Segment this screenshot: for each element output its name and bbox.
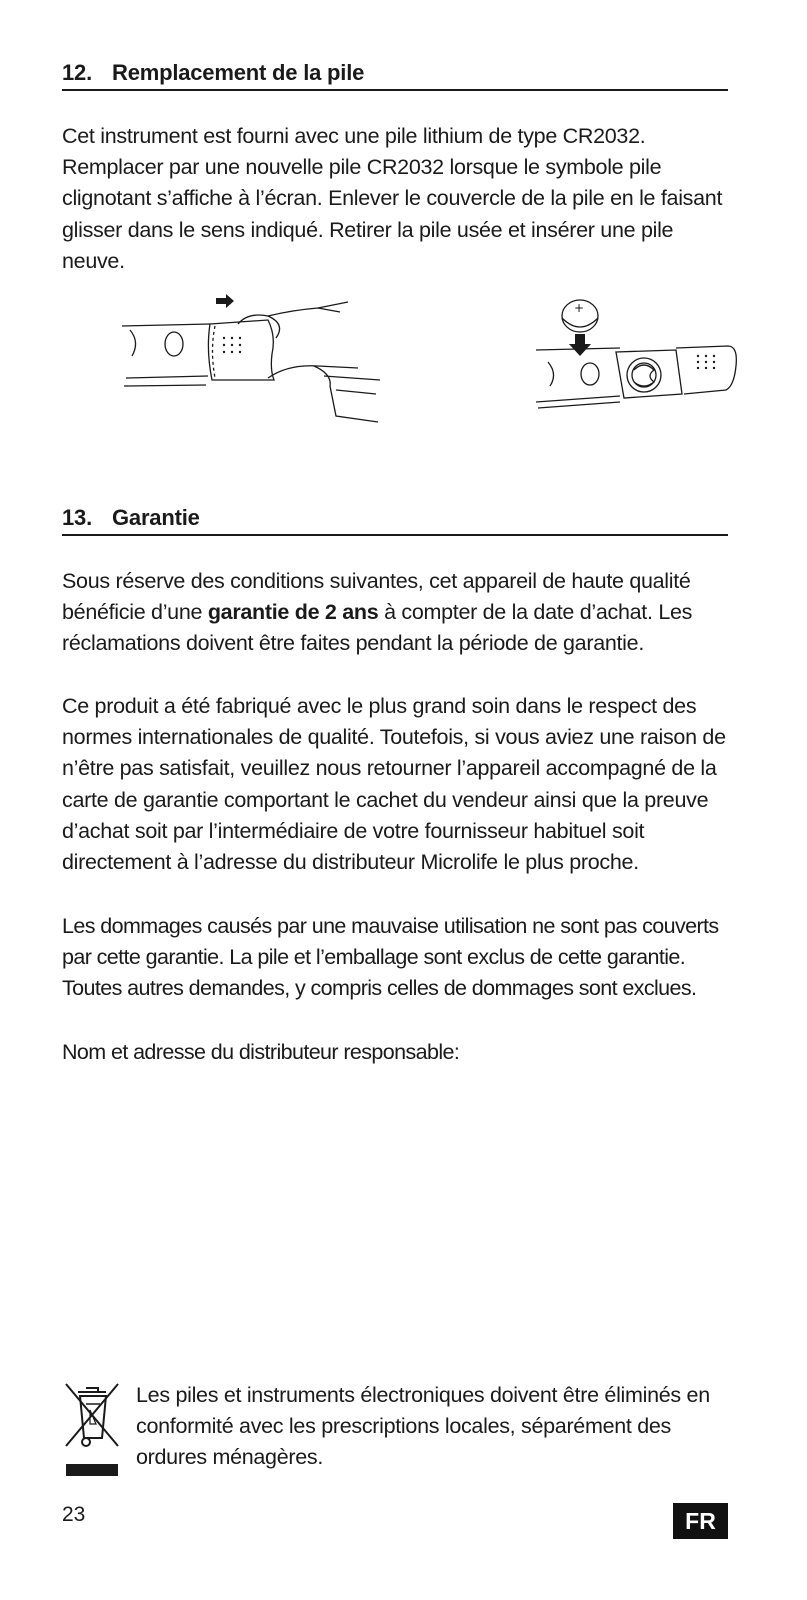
distributor-label: Nom et adresse du distributeur responsable:	[62, 1040, 460, 1064]
section-title-text: Garantie	[112, 505, 200, 530]
manual-page	[62, 0, 728, 1600]
section-title-text: Remplacement de la pile	[112, 60, 365, 85]
warranty-duration-emphasis: garantie de 2 ans	[207, 600, 379, 625]
section-title-battery	[62, 60, 728, 91]
arrow-right-icon	[216, 294, 234, 308]
arrow-down-icon	[569, 334, 591, 356]
battery-cover-slide-illustration	[118, 290, 388, 430]
section-number: 12.	[62, 60, 92, 85]
battery-plus-sign: +	[574, 301, 585, 315]
warranty-text: Sous réserve des conditions suivantes, cet appareil de haute qualité bénéficie d’une	[62, 569, 691, 625]
language-badge: FR	[673, 1503, 728, 1539]
warranty-paragraph-2: Ce produit a été fabriqué avec le plus grand soin dans le respect des normes internationales de qualité. Toutefois, si vous aviez une raison de n’être pas satisfait, veuillez nous retourner l’appareil accompagné de la carte de garantie comportant le cachet du vendeur ainsi que la preuve d’achat soit par l’intermédiaire de votre fournisseur habituel soit directement à l’adresse du distributeur Microlife le plus proche.	[62, 694, 726, 875]
warranty-paragraph-1	[62, 566, 728, 660]
crossed-out-wheelie-bin-icon	[62, 1380, 122, 1480]
warranty-paragraph-3: Les dommages causés par une mauvaise utilisation ne sont pas couverts par cette garantie. La pile et l’emballage sont exclus de cette garantie. Toutes autres demandes, y compris celles de dommages sont exclues.	[62, 914, 719, 1001]
section-number: 13.	[62, 505, 92, 530]
disposal-notice: Les piles et instruments électroniques doivent être éliminés en conformité avec les prescriptions locales, séparément des ordures ménagères.	[136, 1383, 710, 1470]
battery-paragraph: Cet instrument est fourni avec une pile lithium de type CR2032. Remplacer par une nouvelle pile CR2032 lorsque le symbole pile clignotant s’affiche à l’écran. Enlever le couvercle de la pile en le faisant glisser dans le sens indiqué. Retirer la pile usée et insérer une pile neuve.	[62, 124, 723, 273]
warranty-text: à compter de la date d’achat. Les réclamations doivent être faites pendant la période de garantie.	[62, 600, 693, 656]
section-title-warranty	[62, 505, 728, 536]
battery-insertion-illustration	[470, 290, 740, 430]
page-number: 23	[62, 1503, 86, 1526]
